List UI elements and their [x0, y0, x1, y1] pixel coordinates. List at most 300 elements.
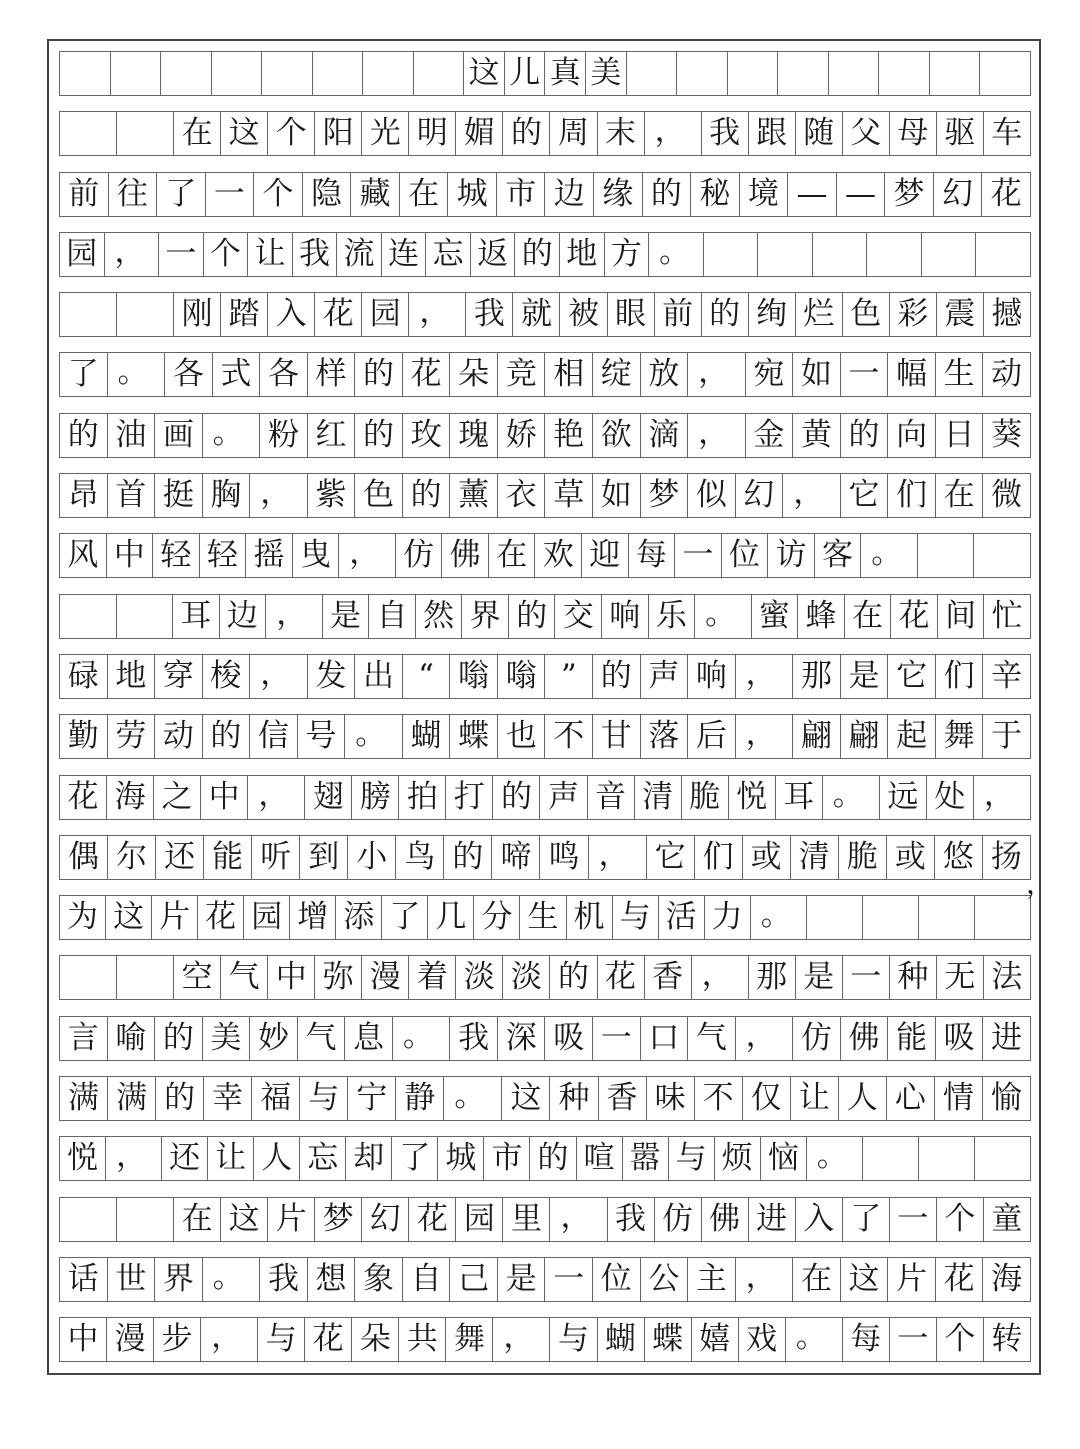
grid-cell-char: 曳: [293, 534, 340, 577]
grid-cell-char: 各: [260, 353, 308, 396]
grid-cell-char: 舞: [446, 1318, 493, 1361]
grid-cell-char: 远: [880, 776, 927, 819]
grid-cell-char: 进: [991, 1019, 1023, 1056]
grid-cell-empty: [919, 896, 975, 939]
grid-cell-char: 声: [641, 655, 689, 698]
grid-cell-char: 我: [293, 233, 338, 276]
grid-cell-char: 我: [608, 1198, 655, 1241]
grid-cell-empty: [976, 233, 1030, 276]
grid-cell-char: 瑰: [450, 414, 498, 457]
grid-cell-char: 了: [382, 896, 428, 939]
grid-cell-char: 画: [155, 414, 203, 457]
grid-cell-char: 无: [937, 956, 984, 999]
grid-cell-char: 中: [201, 776, 248, 819]
grid-cell-char: 就: [513, 293, 560, 336]
grid-cell-char: 起: [888, 715, 936, 758]
grid-cell-char: 挺: [155, 474, 203, 517]
grid-cell-char: 让: [208, 1137, 254, 1180]
grid-cell-char: 的: [203, 715, 251, 758]
grid-cell-char: 地: [560, 233, 605, 276]
grid-cell-char: 末: [598, 112, 645, 155]
grid-cell-char: 它: [841, 474, 889, 517]
grid-cell-char: 花: [409, 1198, 456, 1241]
grid-cell-char: 草: [545, 474, 593, 517]
grid-row: [59, 533, 1031, 578]
grid-cell-char: 的: [515, 233, 560, 276]
grid-cell-char: 里: [503, 1198, 550, 1241]
grid-cell-char: 昂: [60, 474, 108, 517]
grid-cell-char: 一: [159, 233, 204, 276]
grid-cell-char: 城: [438, 1137, 484, 1180]
grid-cell-char: 往: [109, 173, 158, 216]
grid-cell-char: ，: [736, 1258, 794, 1301]
grid-cell-empty: [363, 52, 414, 95]
grid-cell-char: 清: [635, 776, 682, 819]
grid-cell-char: 母: [890, 112, 937, 155]
grid-cell-char: 海: [991, 1260, 1023, 1297]
grid-cell-char: 父: [843, 112, 890, 155]
grid-cell-char: 色: [355, 474, 403, 517]
grid-cell-char: 悠: [935, 836, 983, 879]
grid-cell-char: 或: [743, 836, 791, 879]
grid-cell-char: “: [403, 655, 451, 698]
grid-cell-char: 这: [841, 1258, 889, 1301]
grid-cell-char: 不: [695, 1077, 743, 1120]
grid-cell-char: 园: [60, 233, 105, 276]
grid-cell-char: 空: [174, 956, 221, 999]
grid-cell-char: 花: [891, 595, 938, 638]
grid-cell-char: 满: [108, 1077, 156, 1120]
grid-cell-char: 到: [300, 836, 348, 879]
grid-cell-char: 拍: [399, 776, 446, 819]
grid-cell-empty: [60, 52, 111, 95]
grid-cell-empty: [117, 112, 174, 155]
grid-cell-empty: [974, 534, 1030, 577]
grid-cell-char: 前: [60, 173, 109, 216]
grid-cell-char: 让: [248, 233, 293, 276]
grid-cell-char: 光: [362, 112, 409, 155]
grid-cell-char: 地: [108, 655, 156, 698]
grid-cell-char: 。: [203, 1258, 261, 1301]
grid-cell-char: 翩: [841, 715, 889, 758]
grid-cell-char: 想: [308, 1258, 356, 1301]
grid-cell-empty: [117, 956, 174, 999]
grid-cell-empty: [117, 595, 174, 638]
grid-cell-char: 与: [669, 1137, 715, 1180]
grid-cell-char: 们: [695, 836, 743, 879]
grid-cell-char: 流: [337, 233, 382, 276]
grid-cell-char: 清: [791, 836, 839, 879]
grid-cell-char: 。: [108, 353, 166, 396]
grid-cell-char: 蝶: [645, 1318, 692, 1361]
grid-cell-char: 弥: [315, 956, 362, 999]
grid-cell-char: 欢: [535, 534, 582, 577]
grid-cell-empty: [813, 233, 868, 276]
grid-cell-char: 间: [938, 595, 985, 638]
grid-row: [59, 654, 1031, 699]
grid-cell-char: ，: [250, 474, 308, 517]
grid-cell-char: ，: [983, 776, 1015, 813]
grid-cell-char: 这: [502, 1077, 550, 1120]
grid-cell-char: 着: [409, 956, 456, 999]
grid-cell-char: 的: [593, 655, 641, 698]
grid-cell-char: 气: [221, 956, 268, 999]
grid-cell-char: 扬: [990, 838, 1022, 875]
grid-cell-char: 这: [221, 112, 268, 155]
grid-cell-char: 震: [937, 293, 984, 336]
grid-cell-char: 息: [345, 1017, 393, 1060]
manuscript-grid: [59, 51, 1031, 1378]
grid-cell-char: 被: [560, 293, 607, 336]
grid-cell-char: 的: [155, 1017, 203, 1060]
grid-cell-char: 恼: [761, 1137, 807, 1180]
grid-cell-char: 之: [154, 776, 201, 819]
grid-cell-char: 它: [888, 655, 936, 698]
grid-cell-char: 仅: [743, 1077, 791, 1120]
grid-cell-char: 红: [308, 414, 356, 457]
grid-cell-char: 胸: [203, 474, 251, 517]
grid-cell-empty: [975, 1137, 1030, 1180]
grid-cell-char: 园: [456, 1198, 503, 1241]
grid-cell-char: 它: [647, 836, 695, 879]
grid-cell-char: 藏: [351, 173, 400, 216]
grid-cell-char: 忙: [991, 597, 1023, 634]
grid-cell-char: 仿: [655, 1198, 702, 1241]
grid-row: [59, 955, 1031, 1000]
grid-cell-char: ，: [248, 776, 305, 819]
grid-cell-char: 了: [157, 173, 206, 216]
grid-cell-char: 世: [108, 1258, 156, 1301]
grid-cell-char: 声: [540, 776, 587, 819]
grid-cell-char: 幸: [204, 1077, 252, 1120]
grid-cell-empty: [867, 233, 922, 276]
grid-cell-char: 衣: [498, 474, 546, 517]
grid-cell-char: 轻: [153, 534, 200, 577]
grid-cell-char: 碌: [60, 655, 108, 698]
grid-cell-char: 啼: [492, 836, 540, 879]
grid-cell-char: 界: [155, 1258, 203, 1301]
grid-cell-char: 气: [688, 1017, 736, 1060]
grid-cell-char: 音: [588, 776, 635, 819]
grid-row: [59, 292, 1031, 337]
grid-cell-empty: [60, 595, 117, 638]
grid-cell-char: 嚣: [623, 1137, 669, 1180]
grid-cell-char: 梦: [641, 474, 689, 517]
grid-cell-char: 滴: [641, 414, 689, 457]
grid-cell-char: 片: [268, 1198, 315, 1241]
grid-cell-char: 蜂: [798, 595, 845, 638]
grid-cell-char: 绽: [593, 353, 641, 396]
grid-cell-char: 一: [890, 1318, 937, 1361]
grid-cell-char: 烦: [715, 1137, 761, 1180]
grid-cell-char: 迎: [582, 534, 629, 577]
grid-cell-char: 车: [991, 115, 1023, 152]
grid-cell-char: 劳: [108, 715, 156, 758]
grid-cell-char: 人: [254, 1137, 300, 1180]
composition-sheet: [47, 39, 1041, 1375]
grid-cell-empty: [262, 52, 313, 95]
grid-cell-char: 样: [308, 353, 356, 396]
grid-cell-char: 法: [991, 959, 1023, 996]
grid-cell-char: 是: [796, 956, 843, 999]
grid-cell-char: 。: [649, 233, 704, 276]
grid-cell-char: 城: [448, 173, 497, 216]
grid-cell-char: 信: [250, 715, 298, 758]
grid-cell-char: 眼: [608, 293, 655, 336]
grid-cell-char: 在: [489, 534, 536, 577]
grid-cell-char: 步: [154, 1318, 201, 1361]
grid-cell-char: 与: [613, 896, 659, 939]
grid-cell-char: 缘: [594, 173, 643, 216]
grid-row: [59, 775, 1031, 820]
grid-cell-char: 种: [890, 956, 937, 999]
grid-cell-char: 花: [315, 293, 362, 336]
grid-cell-char: 仿: [793, 1017, 841, 1060]
grid-cell-char: 人: [839, 1077, 887, 1120]
grid-cell-char: 淡: [456, 956, 503, 999]
grid-cell-char: 后: [688, 715, 736, 758]
grid-cell-empty: [778, 52, 829, 95]
grid-cell-char: 机: [567, 896, 613, 939]
grid-cell-char: 我: [260, 1258, 308, 1301]
grid-cell-empty: [728, 52, 779, 95]
grid-cell-char: ，: [783, 474, 841, 517]
grid-cell-char: 真: [545, 52, 586, 95]
grid-cell-char: 仿: [396, 534, 443, 577]
grid-cell-char: ，: [736, 715, 794, 758]
grid-cell-empty: [117, 1198, 174, 1241]
grid-cell-char: 香: [599, 1077, 647, 1120]
grid-cell-char: 烂: [796, 293, 843, 336]
grid-cell-empty: [161, 52, 212, 95]
grid-cell-char: 了: [60, 353, 108, 396]
grid-cell-char: —: [788, 173, 837, 216]
grid-cell-char: 耳: [173, 595, 220, 638]
grid-cell-char: 己: [450, 1258, 498, 1301]
grid-cell-char: 发: [308, 655, 356, 698]
grid-cell-char: 随: [796, 112, 843, 155]
grid-cell-char: 处: [927, 776, 974, 819]
grid-cell-char: 膀: [352, 776, 399, 819]
grid-cell-empty: [863, 1137, 919, 1180]
grid-cell-char: 的: [493, 776, 540, 819]
grid-cell-char: 式: [213, 353, 261, 396]
grid-cell-char: 喻: [108, 1017, 156, 1060]
grid-cell-char: 。: [695, 595, 752, 638]
grid-cell-char: 幻: [934, 173, 983, 216]
grid-cell-char: 界: [462, 595, 509, 638]
grid-cell-char: 方: [605, 233, 650, 276]
grid-cell-char: 媚: [456, 112, 503, 155]
grid-cell-char: 忘: [300, 1137, 346, 1180]
grid-cell-char: 耳: [776, 776, 823, 819]
grid-cell-char: 佛: [841, 1017, 889, 1060]
grid-row: [59, 594, 1031, 639]
grid-cell-char: 几: [428, 896, 474, 939]
grid-row: [59, 1197, 1031, 1242]
grid-cell-char: 在: [174, 1198, 221, 1241]
grid-cell-char: 与: [550, 1318, 597, 1361]
grid-cell-char: 于: [991, 718, 1023, 755]
grid-cell-char: 悦: [729, 776, 776, 819]
grid-cell-char: 是: [841, 655, 889, 698]
grid-cell-char: ，: [550, 1198, 607, 1241]
grid-cell-char: 与: [258, 1318, 305, 1361]
grid-row: [59, 473, 1031, 518]
grid-cell-char: ，: [589, 836, 647, 879]
grid-cell-char: 宁: [348, 1077, 396, 1120]
grid-cell-char: 个: [254, 173, 303, 216]
grid-cell-char: 园: [244, 896, 290, 939]
grid-cell-char: ，: [105, 233, 160, 276]
grid-cell-char: 响: [688, 655, 736, 698]
grid-cell-char: ，: [645, 112, 702, 155]
grid-cell-char: 让: [791, 1077, 839, 1120]
grid-cell-char: 美: [203, 1017, 251, 1060]
grid-cell-char: 不: [545, 715, 593, 758]
grid-cell-char: 穿: [155, 655, 203, 698]
grid-cell-char: 们: [936, 655, 984, 698]
grid-cell-char: 中: [60, 1318, 107, 1361]
grid-cell-char: 的: [503, 112, 550, 155]
grid-cell-char: 梦: [885, 173, 934, 216]
grid-row: [59, 1257, 1031, 1302]
grid-cell-char: 听: [252, 836, 300, 879]
grid-cell-char: 心: [887, 1077, 935, 1120]
grid-cell-char: 一: [206, 173, 255, 216]
grid-cell-char: 童: [991, 1200, 1023, 1237]
grid-cell-char: 。: [203, 414, 261, 457]
grid-cell-empty: [677, 52, 728, 95]
grid-cell-char: 彩: [890, 293, 937, 336]
grid-cell-char: 是: [498, 1258, 546, 1301]
grid-cell-char: 的: [841, 414, 889, 457]
grid-cell-char: 象: [355, 1258, 403, 1301]
grid-cell-char: 踏: [221, 293, 268, 336]
grid-cell-char: 玫: [403, 414, 451, 457]
grid-cell-char: 动: [991, 356, 1023, 393]
grid-cell-char: 佛: [702, 1198, 749, 1241]
grid-cell-char: —: [837, 173, 886, 216]
grid-cell-char: ”: [545, 655, 593, 698]
grid-cell-char: 我: [702, 112, 749, 155]
grid-cell-char: 入: [268, 293, 315, 336]
grid-cell-char: 满: [60, 1077, 108, 1120]
grid-cell-empty: [980, 52, 1030, 95]
grid-cell-empty: [627, 52, 678, 95]
grid-cell-char: 蝴: [598, 1318, 645, 1361]
grid-cell-empty: [930, 52, 981, 95]
grid-cell-char: 花: [198, 896, 244, 939]
grid-cell-char: 市: [497, 173, 546, 216]
grid-cell-char: 市: [484, 1137, 530, 1180]
grid-cell-char: 嗡: [450, 655, 498, 698]
grid-cell-char: 绚: [749, 293, 796, 336]
grid-row: [59, 1317, 1031, 1362]
grid-cell-char: 主: [688, 1258, 736, 1301]
grid-cell-char: 相: [545, 353, 593, 396]
grid-cell-char: 周: [550, 112, 597, 155]
grid-cell-char: 如: [793, 353, 841, 396]
grid-cell-char: 在: [845, 595, 892, 638]
grid-cell-char: 娇: [498, 414, 546, 457]
grid-cell-char: ，: [409, 293, 466, 336]
grid-cell-empty: [60, 112, 117, 155]
grid-cell-char: 淡: [503, 956, 550, 999]
grid-cell-char: 蝴: [403, 715, 451, 758]
grid-cell-char: 的: [550, 956, 597, 999]
grid-cell-char: 各: [165, 353, 213, 396]
grid-cell-char: 油: [108, 414, 156, 457]
grid-cell-char: 悦: [60, 1137, 106, 1180]
title-row: [59, 51, 1031, 96]
grid-cell-char: 能: [204, 836, 252, 879]
grid-cell-char: 一: [545, 1258, 593, 1301]
grid-cell-char: 客: [815, 534, 862, 577]
grid-cell-empty: [117, 293, 174, 336]
grid-cell-char: 似: [688, 474, 736, 517]
grid-cell-char: 隐: [303, 173, 352, 216]
grid-cell-char: 个: [268, 112, 315, 155]
grid-cell-char: 在: [793, 1258, 841, 1301]
grid-row: [59, 232, 1031, 277]
grid-cell-char: 艳: [545, 414, 593, 457]
grid-cell-char: 还: [162, 1137, 208, 1180]
grid-cell-empty: [414, 52, 465, 95]
grid-cell-char: 中: [268, 956, 315, 999]
grid-cell-char: ，: [339, 534, 396, 577]
grid-row: [59, 413, 1031, 458]
grid-cell-char: 味: [647, 1077, 695, 1120]
grid-cell-char: 黄: [793, 414, 841, 457]
grid-cell-char: 的: [702, 293, 749, 336]
grid-cell-char: 梭: [203, 655, 251, 698]
grid-cell-char: 的: [60, 414, 108, 457]
grid-cell-char: 忘: [426, 233, 471, 276]
grid-cell-char: 花: [305, 1318, 352, 1361]
grid-cell-char: 位: [593, 1258, 641, 1301]
grid-cell-char: 佛: [442, 534, 489, 577]
grid-cell-char: 也: [498, 715, 546, 758]
grid-row: [59, 111, 1031, 156]
grid-cell-char: 日: [936, 414, 984, 457]
grid-cell-char: 然: [416, 595, 463, 638]
grid-cell-char: 福: [252, 1077, 300, 1120]
grid-cell-char: 边: [220, 595, 267, 638]
grid-row: [59, 352, 1031, 397]
grid-cell-char: 乐: [649, 595, 696, 638]
grid-cell-char: ，: [201, 1318, 258, 1361]
grid-cell-char: 梦: [315, 1198, 362, 1241]
grid-cell-char: 。: [823, 776, 880, 819]
grid-cell-char: 鸣: [540, 836, 588, 879]
grid-cell-char: 深: [498, 1017, 546, 1060]
grid-cell-char: 喧: [577, 1137, 623, 1180]
grid-cell-char: 。: [393, 1017, 451, 1060]
grid-row: [59, 1016, 1031, 1061]
grid-cell-char: 了: [392, 1137, 438, 1180]
grid-cell-char: 的: [355, 414, 403, 457]
grid-cell-char: 甘: [593, 715, 641, 758]
grid-cell-char: 幻: [736, 474, 784, 517]
grid-cell-char: 响: [602, 595, 649, 638]
grid-cell-char: 这: [221, 1198, 268, 1241]
grid-cell-char: 勤: [60, 715, 108, 758]
grid-cell-char: 情: [935, 1077, 983, 1120]
grid-cell-char: 那: [749, 956, 796, 999]
grid-cell-char: 宛: [746, 353, 794, 396]
grid-cell-char: 力: [705, 896, 751, 939]
